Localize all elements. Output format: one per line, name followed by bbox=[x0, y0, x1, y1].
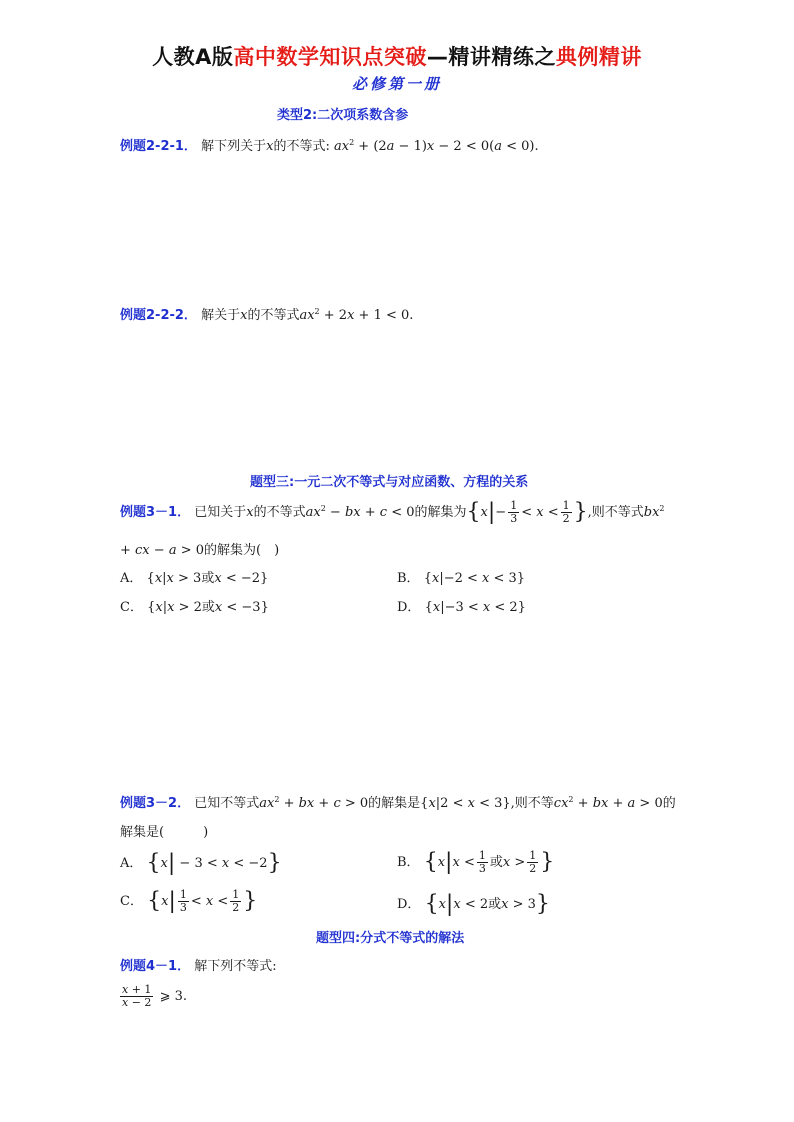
example-label: 例题2-2-1． bbox=[120, 139, 197, 154]
page-title bbox=[0, 41, 794, 71]
option-or: 或 bbox=[201, 571, 215, 586]
option-c[interactable] bbox=[120, 889, 257, 914]
option-content: {x| − 3 < x < −2} bbox=[146, 850, 282, 876]
option-content: {x|−3 < x < 2} bbox=[424, 600, 526, 615]
option-content: x > $\frac{1}{2}$ } bbox=[502, 849, 555, 875]
example-text: 已知不等式 bbox=[194, 796, 260, 811]
math-expression: $ax^2$ − bx + c < 0 bbox=[305, 504, 415, 520]
example-text: 已知关于 bbox=[194, 505, 247, 520]
math-expression: $ax^2 + 2x + 1 < 0$. bbox=[299, 307, 414, 323]
option-or: 或 bbox=[488, 897, 502, 912]
example-2-2-1 bbox=[120, 135, 539, 154]
option-letter: A． bbox=[120, 856, 143, 871]
example-text: 的解集为( ) bbox=[204, 543, 280, 558]
section-heading-type4: 题型四:分式不等式的解法 bbox=[316, 931, 465, 946]
option-a[interactable] bbox=[120, 567, 268, 586]
option-letter: D． bbox=[397, 600, 421, 615]
math-var: x bbox=[240, 308, 248, 323]
example-3-1-line2 bbox=[120, 539, 279, 558]
option-content: {x|−2 < x < 3} bbox=[423, 571, 526, 586]
option-d[interactable] bbox=[397, 596, 526, 615]
math-set: {x|− $\frac{1}{3}$ < x < $\frac{1}{2}$ } bbox=[466, 499, 588, 525]
math-set: {x|2 < x < 3} bbox=[420, 796, 511, 811]
option-content: {x|x < 2 bbox=[424, 891, 489, 917]
option-c[interactable] bbox=[120, 596, 269, 615]
page-subtitle: 必修第一册 bbox=[351, 75, 442, 93]
option-letter: D． bbox=[397, 897, 421, 912]
math-expression: $ax^2$ + bx + c > 0 bbox=[259, 795, 369, 811]
math-expression: $bx^2$ bbox=[643, 504, 665, 520]
example-3-2-line2: 解集是( ) bbox=[120, 825, 209, 840]
option-letter: B． bbox=[397, 571, 420, 586]
section-heading-type2: 类型2:二次项系数含参 bbox=[277, 108, 409, 123]
example-text: 的 bbox=[662, 796, 676, 811]
example-3-1 bbox=[120, 500, 665, 525]
option-letter: C． bbox=[120, 600, 143, 615]
math-var: x bbox=[266, 139, 274, 154]
example-text: 的解集是 bbox=[368, 796, 421, 811]
option-letter: A． bbox=[120, 571, 143, 586]
option-a[interactable] bbox=[120, 850, 282, 876]
example-text: 的不等式 bbox=[247, 308, 300, 323]
option-or: 或 bbox=[201, 600, 215, 615]
option-or: 或 bbox=[489, 855, 503, 870]
example-4-1 bbox=[120, 955, 277, 974]
option-content: x < −3} bbox=[214, 600, 269, 615]
option-letter: C． bbox=[120, 894, 143, 909]
option-content: {x| $\frac{1}{3}$ < x < $\frac{1}{2}$ } bbox=[147, 888, 258, 914]
example-label: 例题2-2-2． bbox=[120, 308, 197, 323]
example-label: 例题3－2． bbox=[120, 796, 191, 811]
option-letter: B． bbox=[397, 855, 420, 870]
option-b[interactable] bbox=[397, 567, 525, 586]
example-text: 解下列不等式: bbox=[194, 959, 277, 974]
title-part-2: 高中数学知识点突破 bbox=[233, 45, 427, 69]
example-3-2 bbox=[120, 792, 676, 811]
example-text: ,则不等 bbox=[510, 796, 554, 811]
option-b[interactable] bbox=[397, 850, 554, 875]
option-content: {x|x > 2 bbox=[147, 600, 202, 615]
example-label: 例题3－1． bbox=[120, 505, 191, 520]
option-content: x > 3} bbox=[501, 891, 550, 917]
math-expression: $\frac{x + 1}{x - 2}$ ⩾ 3. bbox=[122, 983, 187, 1009]
example-text: 的解集为 bbox=[414, 505, 467, 520]
example-text: ,则不等式 bbox=[587, 505, 644, 520]
title-part-4: 典例精讲 bbox=[555, 45, 642, 69]
option-content: {x|x < $\frac{1}{3}$ bbox=[423, 849, 486, 875]
example-4-1-expression bbox=[120, 984, 187, 1009]
math-var: x bbox=[246, 505, 254, 520]
example-text: 解下列关于 bbox=[201, 139, 267, 154]
example-text: 的不等式 bbox=[253, 505, 306, 520]
title-part-3: —精讲精练之 bbox=[426, 45, 556, 69]
option-d[interactable] bbox=[397, 891, 550, 917]
example-label: 例题4－1． bbox=[120, 959, 191, 974]
math-expression: + cx − a > 0 bbox=[120, 543, 205, 558]
example-2-2-2 bbox=[120, 304, 413, 323]
section-heading-type3: 题型三:一元二次不等式与对应函数、方程的关系 bbox=[250, 475, 529, 490]
example-text: 的不等式: bbox=[273, 139, 330, 154]
option-content: x < −2} bbox=[214, 571, 269, 586]
option-content: {x|x > 3 bbox=[146, 571, 202, 586]
math-expression: $ax^2 + (2a - 1)x - 2 < 0(a < 0)$. bbox=[333, 138, 539, 154]
math-expression: $cx^2$ + bx + a > 0 bbox=[553, 795, 663, 811]
title-part-1: 人教A版 bbox=[152, 45, 234, 69]
example-text: 解关于 bbox=[201, 308, 241, 323]
